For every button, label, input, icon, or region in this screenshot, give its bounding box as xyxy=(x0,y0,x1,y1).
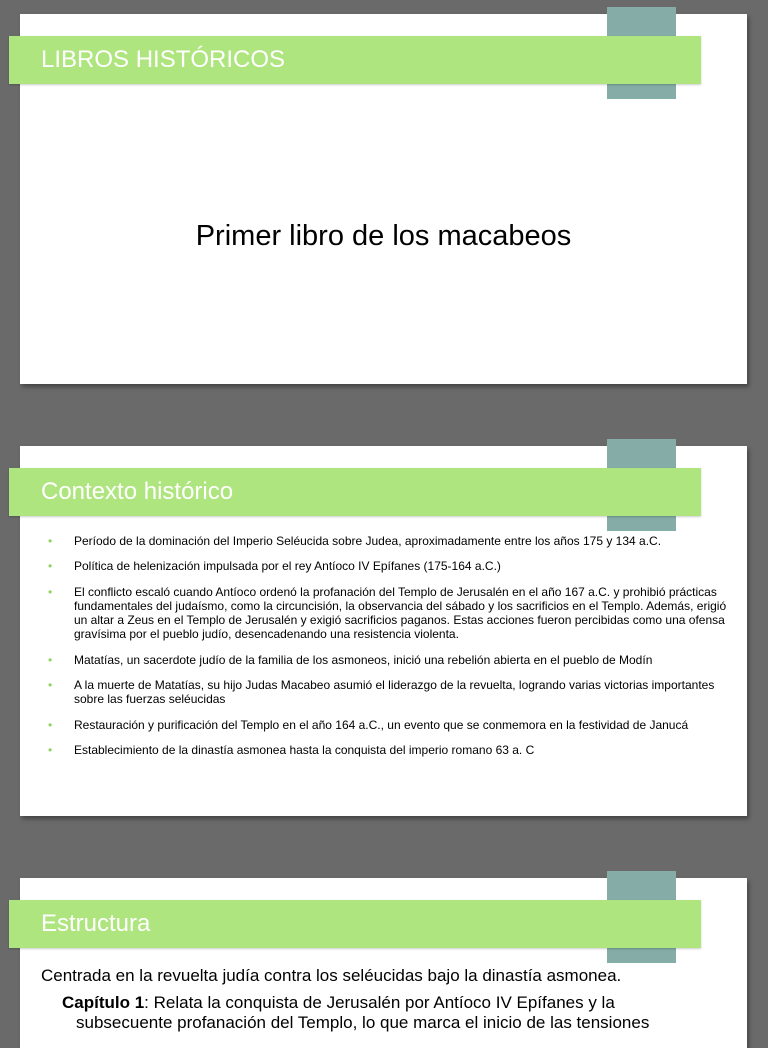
bullet-icon: • xyxy=(48,584,53,599)
slide-2-title-banner xyxy=(9,468,701,516)
structure-intro: Centrada en la revuelta judía contra los seléucidas bajo la dinastía asmonea. xyxy=(41,966,622,985)
bullet-icon: • xyxy=(48,678,53,693)
structure-item-text: : Relata la conquista de Jerusalén por Antíoco IV Epífanes y la xyxy=(144,993,615,1012)
slide-1-title: LIBROS HISTÓRICOS xyxy=(41,46,286,73)
bullet-icon: • xyxy=(48,559,53,574)
list-item: • Política de helenización impulsada por el rey Antíoco IV Epífanes (175-164 a.C.) xyxy=(48,559,501,574)
list-item: • Matatías, un sacerdote judío de la familia de los asmoneos, inició una rebelión abierta en el pueblo de Modín xyxy=(48,652,653,667)
bullet-icon: • xyxy=(48,652,53,667)
slide-3-title-banner xyxy=(9,900,701,948)
structure-item-label: Capítulo 1 xyxy=(62,993,145,1012)
slide-1-subtitle: Primer libro de los macabeos xyxy=(195,220,572,252)
list-item: • El conflicto escaló cuando Antíoco ordenó la profanación del Templo de Jerusalén en el año 167 a.C. y prohibió prácticas fundamentales del judaísmo, como la circuncisión, la observancia del sábado y los sacrificios en el Templo. Además, erigió un altar a Zeus en el Templo de Jerusalén y exigió sacrificios paganos. Estas acciones fueron percibidas como una ofensa gravísima por el pueblo judío, desencadenando una resistencia violenta. xyxy=(48,584,727,642)
bullet-icon: • xyxy=(48,717,53,732)
list-item: • Período de la dominación del Imperio Seléucida sobre Judea, aproximadamente entre los años 175 y 134 a.C. xyxy=(48,534,662,548)
list-item: • A la muerte de Matatías, su hijo Judas Macabeo asumió el liderazgo de la revuelta, logrando varias victorias importantes sobre las fuerzas seléucidas xyxy=(48,678,715,707)
slide-1-title-banner xyxy=(9,36,701,84)
list-item: • Restauración y purificación del Templo en el año 164 a.C., un evento que se conmemora en la festividad de Janucá xyxy=(48,717,689,732)
structure-item xyxy=(62,993,712,1033)
bullet-icon: • xyxy=(48,742,53,757)
bullet-icon: • xyxy=(48,534,53,548)
slide-2-title: Contexto histórico xyxy=(41,478,234,505)
slide-3-title: Estructura xyxy=(41,910,151,937)
structure-item-continuation: subsecuente profanación del Templo, lo que marca el inicio de las tensiones xyxy=(76,1013,650,1032)
context-bullet-list xyxy=(46,534,728,768)
list-item: • Establecimiento de la dinastía asmonea hasta la conquista del imperio romano 63 a. C xyxy=(48,742,535,757)
